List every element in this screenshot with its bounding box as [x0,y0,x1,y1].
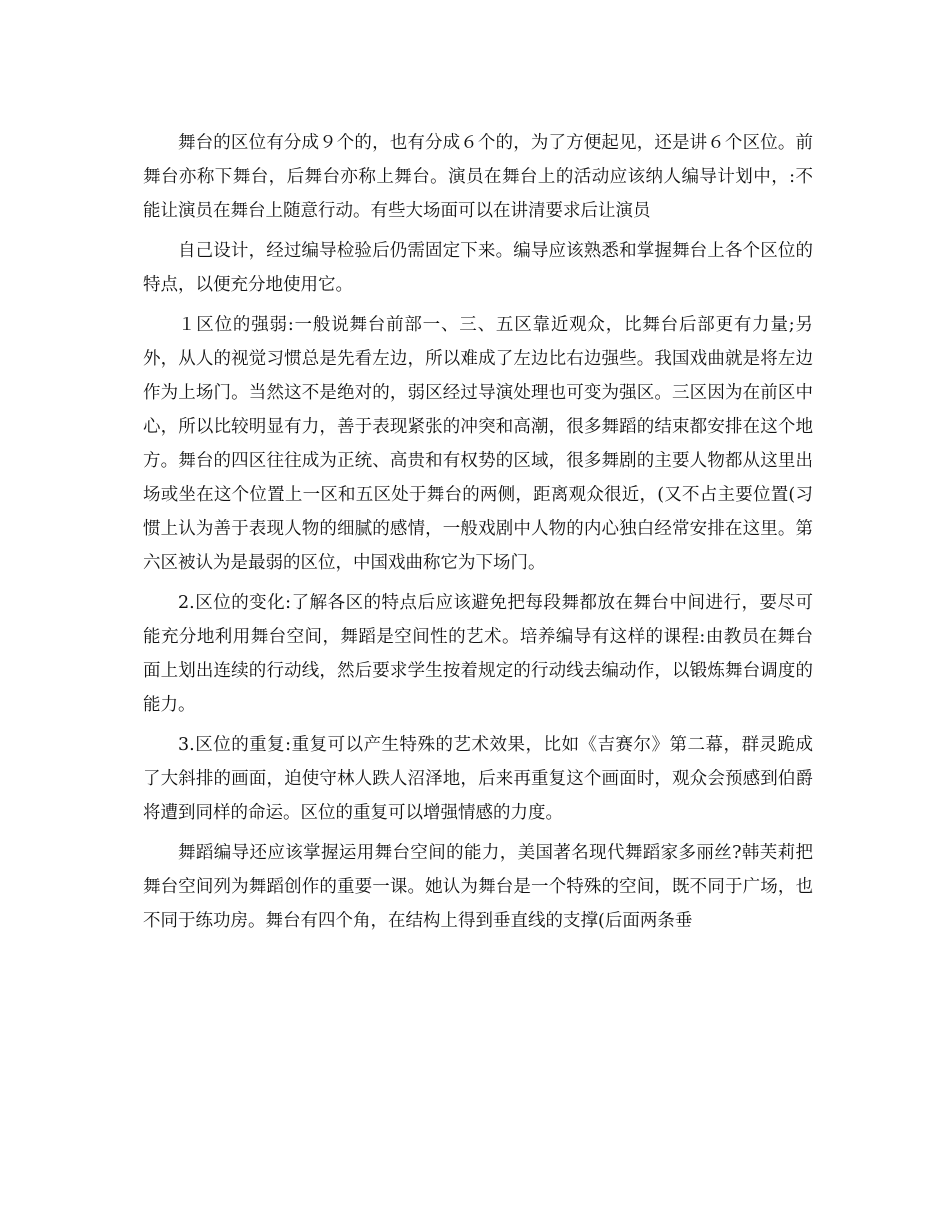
paragraph-zone-variation: 2.区位的变化:了解各区的特点后应该避免把每段舞都放在舞台中间进行，要尽可能充分地利用舞台空间，舞蹈是空间性的艺术。培养编导有这样的课程:由教员在舞台面上划出连续的行动线，然后要求学生按着规定的行动线去编动作，以锻炼舞台调度的能力。 [143,593,813,715]
document-body [143,126,813,944]
paragraph-zone-repetition: 3.区位的重复:重复可以产生特殊的艺术效果，比如《吉赛尔》第二幕，群灵跪成了大斜排的画面，迫使守林人跌人沼泽地，后来再重复这个画面时，观众会预感到伯爵将遭到同样的命运。区位的重复可以增强情感的力度。 [143,735,813,823]
paragraph-zone-strength: １区位的强弱:一般说舞台前部一、三、五区靠近观众，比舞台后部更有力量;另外，从人的视觉习惯总是先看左边，所以难成了左边比右边强些。我国戏曲就是将左边作为上场门。当然这不是绝对的，弱区经过导演处理也可变为强区。三区因为在前区中心，所以比较明显有力，善于表现紧张的冲突和高潮，很多舞蹈的结束都安排在这个地方。舞台的四区往往成为正统、高贵和有权势的区域，很多舞剧的主要人物都从这里出场或坐在这个位置上一区和五区处于舞台的两侧，距离观众很近，(又不占主要位置(习惯上认为善于表现人物的细腻的感情，一般戏剧中人物的内心独白经常安排在这里。第六区被认为是最弱的区位，中国戏曲称它为下场门。 [143,315,813,573]
paragraph-stage-zones-intro: 舞台的区位有分成９个的，也有分成６个的，为了方便起见，还是讲６个区位。前舞台亦称下舞台，后舞台亦称上舞台。演员在舞台上的活动应该纳人编导计划中，:不能让演员在舞台上随意行动。有些大场面可以在讲清要求后让演员 [143,133,813,221]
paragraph-zone-familiarity: 自己设计，经过编导检验后仍需固定下来。编导应该熟悉和掌握舞台上各个区位的特点，以便充分地使用它。 [143,241,813,295]
paragraph-stage-space: 舞蹈编导还应该掌握运用舞台空间的能力，美国著名现代舞蹈家多丽丝?韩芙莉把舞台空间列为舞蹈创作的重要一课。她认为舞台是一个特殊的空间，既不同于广场，也不同于练功房。舞台有四个角，在结构上得到垂直线的支撑(后面两条垂 [143,843,813,931]
